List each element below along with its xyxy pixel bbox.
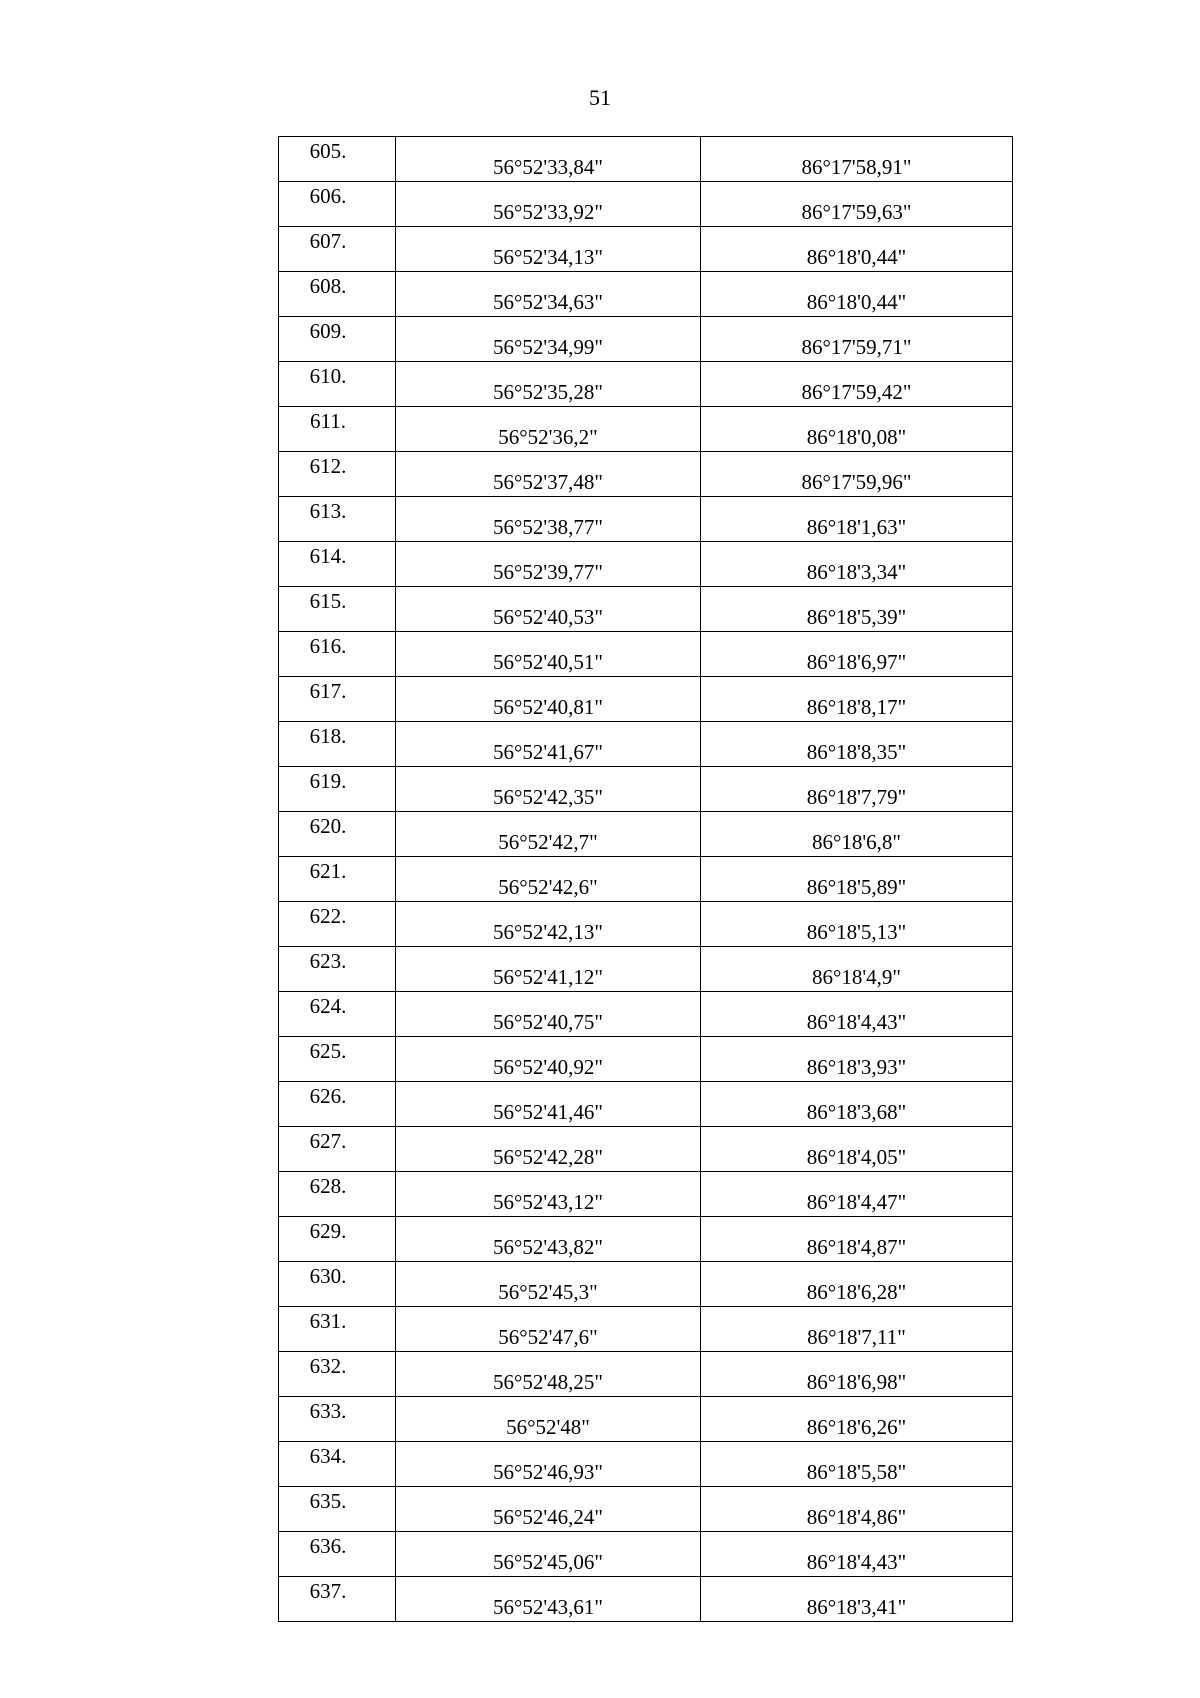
point-number-cell: 620. [279, 812, 396, 857]
latitude-cell: 56°52'48,25" [396, 1352, 701, 1397]
longitude-cell: 86°18'7,11" [701, 1307, 1013, 1352]
point-number-cell: 627. [279, 1127, 396, 1172]
table-row [279, 1172, 1013, 1217]
point-number-cell: 605. [279, 137, 396, 182]
point-number-cell: 630. [279, 1262, 396, 1307]
longitude-cell: 86°18'4,47" [701, 1172, 1013, 1217]
latitude-cell: 56°52'35,28" [396, 362, 701, 407]
longitude-cell: 86°18'6,26" [701, 1397, 1013, 1442]
table-row [279, 992, 1013, 1037]
latitude-cell: 56°52'33,92" [396, 182, 701, 227]
table-row [279, 182, 1013, 227]
latitude-cell: 56°52'48" [396, 1397, 701, 1442]
latitude-cell: 56°52'40,81" [396, 677, 701, 722]
longitude-cell: 86°18'8,35" [701, 722, 1013, 767]
point-number-cell: 608. [279, 272, 396, 317]
point-number-cell: 622. [279, 902, 396, 947]
longitude-cell: 86°18'8,17" [701, 677, 1013, 722]
longitude-cell: 86°18'4,05" [701, 1127, 1013, 1172]
table-row [279, 677, 1013, 722]
table-row [279, 1037, 1013, 1082]
longitude-cell: 86°18'3,68" [701, 1082, 1013, 1127]
latitude-cell: 56°52'47,6" [396, 1307, 701, 1352]
latitude-cell: 56°52'41,12" [396, 947, 701, 992]
longitude-cell: 86°18'0,44" [701, 272, 1013, 317]
latitude-cell: 56°52'42,6" [396, 857, 701, 902]
coordinates-table-body [279, 137, 1013, 1622]
point-number-cell: 633. [279, 1397, 396, 1442]
point-number-cell: 624. [279, 992, 396, 1037]
longitude-cell: 86°18'3,34" [701, 542, 1013, 587]
table-row [279, 1262, 1013, 1307]
longitude-cell: 86°18'3,41" [701, 1577, 1013, 1622]
table-row [279, 407, 1013, 452]
table-row [279, 542, 1013, 587]
longitude-cell: 86°18'5,39" [701, 587, 1013, 632]
table-row [279, 1082, 1013, 1127]
coordinates-table [278, 136, 1013, 1622]
latitude-cell: 56°52'43,61" [396, 1577, 701, 1622]
latitude-cell: 56°52'42,35" [396, 767, 701, 812]
table-row [279, 1487, 1013, 1532]
table-row [279, 137, 1013, 182]
point-number-cell: 606. [279, 182, 396, 227]
point-number-cell: 626. [279, 1082, 396, 1127]
latitude-cell: 56°52'40,75" [396, 992, 701, 1037]
latitude-cell: 56°52'42,7" [396, 812, 701, 857]
table-row [279, 857, 1013, 902]
longitude-cell: 86°17'59,63" [701, 182, 1013, 227]
latitude-cell: 56°52'38,77" [396, 497, 701, 542]
latitude-cell: 56°52'46,24" [396, 1487, 701, 1532]
latitude-cell: 56°52'40,92" [396, 1037, 701, 1082]
longitude-cell: 86°18'4,86" [701, 1487, 1013, 1532]
latitude-cell: 56°52'41,67" [396, 722, 701, 767]
point-number-cell: 631. [279, 1307, 396, 1352]
latitude-cell: 56°52'34,13" [396, 227, 701, 272]
longitude-cell: 86°18'6,97" [701, 632, 1013, 677]
latitude-cell: 56°52'45,3" [396, 1262, 701, 1307]
latitude-cell: 56°52'42,13" [396, 902, 701, 947]
table-row [279, 632, 1013, 677]
table-row [279, 272, 1013, 317]
point-number-cell: 621. [279, 857, 396, 902]
point-number-cell: 637. [279, 1577, 396, 1622]
table-row [279, 1442, 1013, 1487]
latitude-cell: 56°52'41,46" [396, 1082, 701, 1127]
longitude-cell: 86°18'0,44" [701, 227, 1013, 272]
table-row [279, 1127, 1013, 1172]
longitude-cell: 86°18'6,8" [701, 812, 1013, 857]
point-number-cell: 607. [279, 227, 396, 272]
point-number-cell: 611. [279, 407, 396, 452]
longitude-cell: 86°17'59,42" [701, 362, 1013, 407]
latitude-cell: 56°52'45,06" [396, 1532, 701, 1577]
longitude-cell: 86°17'59,96" [701, 452, 1013, 497]
point-number-cell: 623. [279, 947, 396, 992]
point-number-cell: 610. [279, 362, 396, 407]
latitude-cell: 56°52'33,84" [396, 137, 701, 182]
longitude-cell: 86°18'5,58" [701, 1442, 1013, 1487]
table-row [279, 587, 1013, 632]
point-number-cell: 629. [279, 1217, 396, 1262]
latitude-cell: 56°52'42,28" [396, 1127, 701, 1172]
latitude-cell: 56°52'40,53" [396, 587, 701, 632]
longitude-cell: 86°18'6,98" [701, 1352, 1013, 1397]
table-row [279, 227, 1013, 272]
table-row [279, 497, 1013, 542]
table-row [279, 947, 1013, 992]
point-number-cell: 614. [279, 542, 396, 587]
longitude-cell: 86°18'0,08" [701, 407, 1013, 452]
table-row [279, 1397, 1013, 1442]
point-number-cell: 625. [279, 1037, 396, 1082]
longitude-cell: 86°17'59,71" [701, 317, 1013, 362]
longitude-cell: 86°18'4,87" [701, 1217, 1013, 1262]
point-number-cell: 628. [279, 1172, 396, 1217]
longitude-cell: 86°18'7,79" [701, 767, 1013, 812]
point-number-cell: 632. [279, 1352, 396, 1397]
latitude-cell: 56°52'43,82" [396, 1217, 701, 1262]
longitude-cell: 86°18'4,9" [701, 947, 1013, 992]
point-number-cell: 616. [279, 632, 396, 677]
point-number-cell: 617. [279, 677, 396, 722]
table-row [279, 1352, 1013, 1397]
longitude-cell: 86°18'4,43" [701, 1532, 1013, 1577]
longitude-cell: 86°18'3,93" [701, 1037, 1013, 1082]
table-row [279, 1532, 1013, 1577]
point-number-cell: 636. [279, 1532, 396, 1577]
point-number-cell: 609. [279, 317, 396, 362]
point-number-cell: 618. [279, 722, 396, 767]
latitude-cell: 56°52'36,2" [396, 407, 701, 452]
longitude-cell: 86°18'5,13" [701, 902, 1013, 947]
table-row [279, 812, 1013, 857]
longitude-cell: 86°18'4,43" [701, 992, 1013, 1037]
latitude-cell: 56°52'40,51" [396, 632, 701, 677]
point-number-cell: 613. [279, 497, 396, 542]
table-row [279, 1217, 1013, 1262]
table-row [279, 1577, 1013, 1622]
longitude-cell: 86°18'6,28" [701, 1262, 1013, 1307]
latitude-cell: 56°52'34,63" [396, 272, 701, 317]
point-number-cell: 615. [279, 587, 396, 632]
point-number-cell: 619. [279, 767, 396, 812]
point-number-cell: 634. [279, 1442, 396, 1487]
longitude-cell: 86°18'5,89" [701, 857, 1013, 902]
longitude-cell: 86°17'58,91" [701, 137, 1013, 182]
point-number-cell: 635. [279, 1487, 396, 1532]
longitude-cell: 86°18'1,63" [701, 497, 1013, 542]
latitude-cell: 56°52'39,77" [396, 542, 701, 587]
latitude-cell: 56°52'34,99" [396, 317, 701, 362]
table-row [279, 362, 1013, 407]
latitude-cell: 56°52'46,93" [396, 1442, 701, 1487]
table-row [279, 902, 1013, 947]
table-row [279, 767, 1013, 812]
point-number-cell: 612. [279, 452, 396, 497]
page-number: 51 [589, 85, 611, 110]
latitude-cell: 56°52'37,48" [396, 452, 701, 497]
table-row [279, 452, 1013, 497]
table-row [279, 317, 1013, 362]
table-row [279, 722, 1013, 767]
latitude-cell: 56°52'43,12" [396, 1172, 701, 1217]
table-row [279, 1307, 1013, 1352]
